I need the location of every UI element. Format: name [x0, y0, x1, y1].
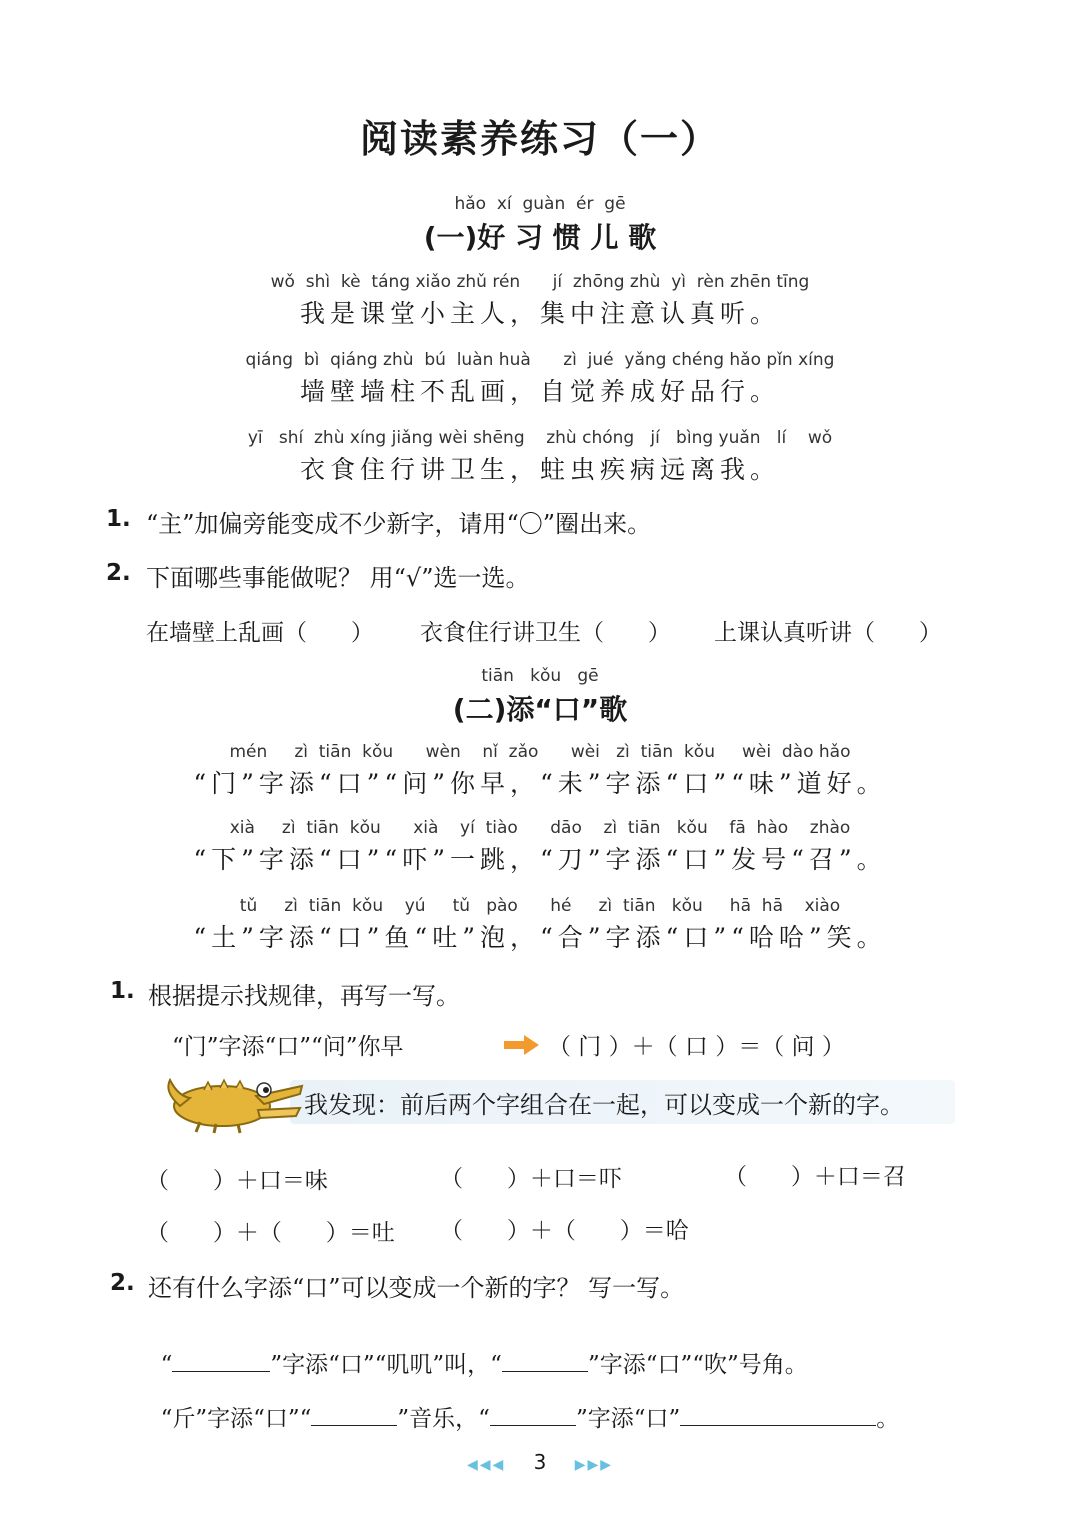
- poem2-line-1: “门”字添“口”“问”你早，“未”字添“口”“味”道好。: [193, 769, 887, 798]
- fill-item[interactable]: （ ）＋口＝味: [146, 1168, 328, 1194]
- question-text: 还有什么字添“口”可以变成一个新的字？ 写一写。: [148, 1274, 685, 1302]
- blank-line[interactable]: [490, 1401, 576, 1426]
- fill-item[interactable]: （ ）＋口＝吓: [440, 1166, 622, 1192]
- poem1-pinyin-1: wǒ shì kè táng xiǎo zhǔ rén jí zhōng zhù yì rèn zhēn tīng: [270, 272, 810, 292]
- poem2-pinyin-1: mén zì tiān kǒu wèn nǐ zǎo wèi zì tiān kǒu wèi dào hǎo: [229, 742, 851, 762]
- fill-text: ”字添“口”“叽叽”叫，“: [270, 1352, 502, 1378]
- fill-text: ”字添“口”: [575, 1406, 681, 1432]
- section1-heading: (一)好 习 惯 儿 歌: [423, 221, 657, 254]
- crocodile-icon: [160, 1062, 310, 1134]
- question-number: 1.: [110, 978, 135, 1004]
- question-number: 2.: [106, 560, 131, 586]
- choice-item[interactable]: 上课认真听讲（ ）: [714, 620, 942, 646]
- poem2-pinyin-3: tǔ zì tiān kǒu yú tǔ pào hé zì tiān kǒu hā hā xiào: [239, 896, 841, 916]
- blank-line[interactable]: [680, 1401, 876, 1426]
- section2-pinyin: tiān kǒu gē: [481, 666, 599, 686]
- example-left: “门”字添“口”“问”你早: [172, 1034, 404, 1060]
- fill-text: 。: [876, 1406, 900, 1432]
- page-title: 阅读素养练习（一）: [359, 117, 720, 161]
- fill-sentence-2: [146, 1374, 899, 1433]
- fill-text: “: [160, 1352, 173, 1378]
- fill-item[interactable]: （ ）＋（ ）＝哈: [440, 1218, 689, 1244]
- page-footer: [0, 1450, 1080, 1474]
- question-text: 下面哪些事能做呢？ 用“√”选一选。: [146, 564, 530, 592]
- section2-heading: (二)添“口”歌: [452, 693, 628, 726]
- poem2-line-2: “下”字添“口”“吓”一跳，“刀”字添“口”发号“召”。: [193, 845, 887, 874]
- page-number: 3: [533, 1450, 547, 1474]
- fill-item[interactable]: （ ）＋口＝召: [724, 1164, 906, 1190]
- poem1-line-2: 墙壁墙柱不乱画，自觉养成好品行。: [299, 377, 780, 406]
- right-arrows-icon: ▶▶▶: [574, 1457, 614, 1473]
- left-arrows-icon: ◀◀◀: [466, 1457, 506, 1473]
- blank-line[interactable]: [172, 1347, 270, 1372]
- poem2-pinyin-2: xià zì tiān kǒu xià yí tiào dāo zì tiān kǒu fā hào zhào: [229, 818, 851, 838]
- question-text: “主”加偏旁能变成不少新字，请用“〇”圈出来。: [146, 510, 652, 538]
- fill-text: ”音乐，“: [397, 1406, 490, 1432]
- arrow-right-icon: [504, 1034, 540, 1056]
- fill-item[interactable]: （ ）＋（ ）＝吐: [146, 1220, 395, 1246]
- poem1-pinyin-2: qiáng bì qiáng zhù bú luàn huà zì jué yǎng chéng hǎo pǐn xíng: [245, 350, 835, 370]
- poem1-pinyin-3: yī shí zhù xíng jiǎng wèi shēng zhù chóng jí bìng yuǎn lí wǒ: [247, 428, 833, 448]
- poem1-line-1: 我是课堂小主人，集中注意认真听。: [299, 299, 780, 328]
- blank-line[interactable]: [502, 1347, 588, 1372]
- question-number: 1.: [106, 506, 131, 532]
- choice-item[interactable]: 衣食住行讲卫生（ ）: [420, 620, 671, 646]
- poem1-line-3: 衣食住行讲卫生，蛀虫疾病远离我。: [299, 455, 780, 484]
- fill-text: ”字添“口”“吹”号角。: [587, 1352, 808, 1378]
- example-right: （ 门 ）＋（ 口 ）＝（ 问 ）: [548, 1034, 845, 1060]
- fill-sentence-1: [146, 1320, 808, 1379]
- choice-item[interactable]: 在墙壁上乱画（ ）: [146, 620, 374, 646]
- fill-text: “斤”字添“口”“: [160, 1406, 312, 1432]
- discovery-text: 我发现：前后两个字组合在一起，可以变成一个新的字。: [304, 1091, 904, 1119]
- question-number: 2.: [110, 1270, 135, 1296]
- question-text: 根据提示找规律，再写一写。: [148, 982, 460, 1010]
- blank-line[interactable]: [311, 1401, 397, 1426]
- poem2-line-3: “土”字添“口”鱼“吐”泡，“合”字添“口”“哈哈”笑。: [193, 923, 887, 952]
- section1-pinyin: hǎo xí guàn ér gē: [454, 194, 626, 214]
